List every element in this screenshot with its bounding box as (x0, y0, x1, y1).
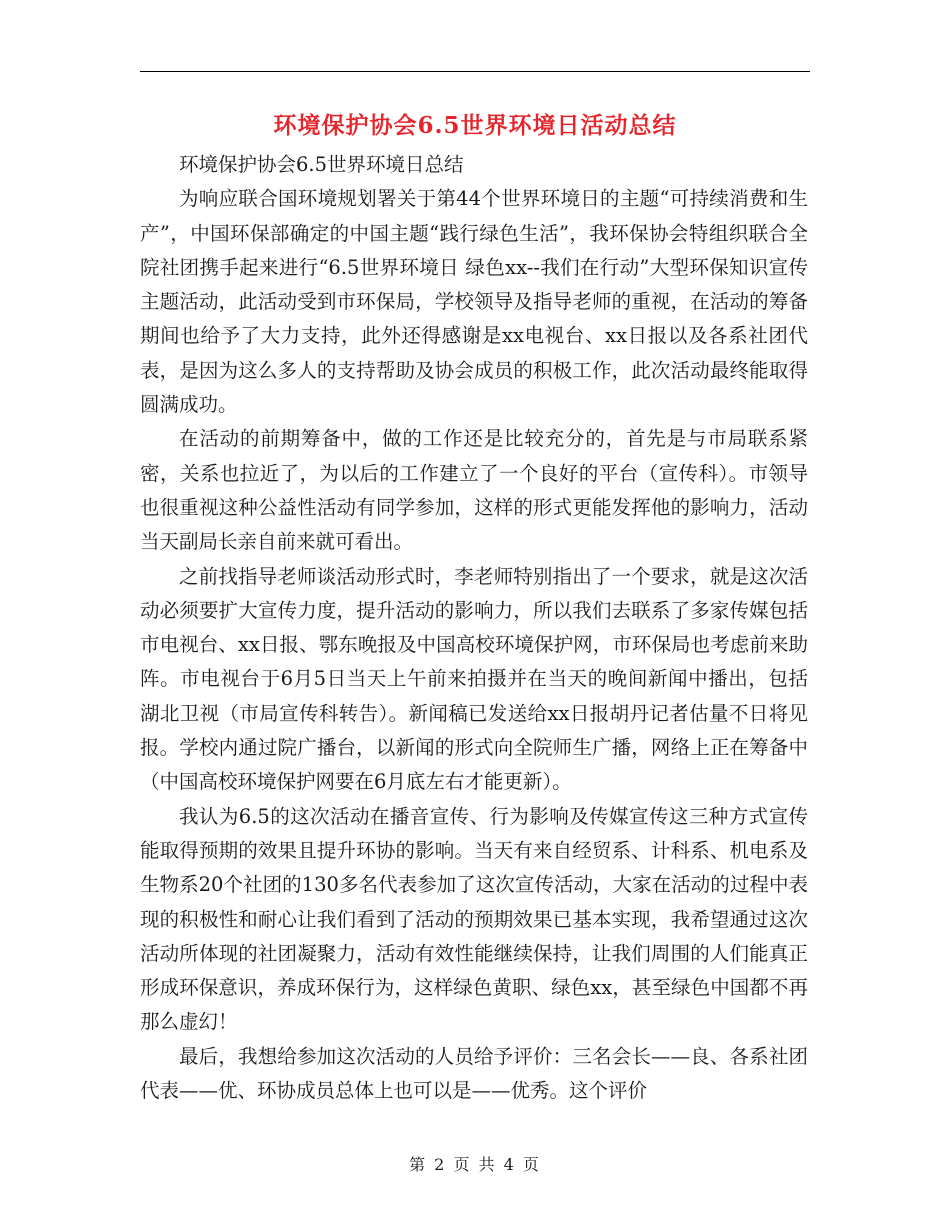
document-title: 环境保护协会6.5世界环境日活动总结 (273, 112, 677, 139)
header-rule (140, 71, 810, 72)
paragraph: 为响应联合国环境规划署关于第44个世界环境日的主题“可持续消费和生产”，中国环保部确定的中国主题“践行绿色生活”，我环保协会特组织联合全院社团携手起来进行“6.5世界环境日 绿色xx--我们在行动”大型环保知识宣传主题活动，此活动受到市环保局，学校领导及指导老师的重视，在活动的筹备期间也给予了大力支持，此外还得感谢是xx电视台、xx日报以及各系社团代表，是因为这么多人的支持帮助及协会成员的积极工作，此次活动最终能取得圆满成功。 (140, 187, 808, 417)
paragraph: 最后，我想给参加这次活动的人员给予评价：三名会长——良、各系社团代表——优、环协成员总体上也可以是——优秀。这个评价 (140, 1044, 808, 1103)
paragraph-subtitle: 环境保护协会6.5世界环境日总结 (179, 153, 464, 176)
paragraph: 我认为6.5的这次活动在播音宣传、行为影响及传媒宣传这三种方式宣传能取得预期的效果且提升环协的影响。当天有来自经贸系、计科系、机电系及生物系20个社团的130多名代表参加了这次宣传活动，大家在活动的过程中表现的积极性和耐心让我们看到了活动的预期效果已基本实现，我希望通过这次活动所体现的社团凝聚力，活动有效性能继续保持，让我们周围的人们能真正形成环保意识，养成环保行为，这样绿色黄职、绿色xx，甚至绿色中国都不再那么虚幻！ (140, 804, 808, 1034)
paragraph: 之前找指导老师谈活动形式时，李老师特别指出了一个要求，就是这次活动必须要扩大宣传力度，提升活动的影响力，所以我们去联系了多家传媒包括市电视台、xx日报、鄂东晚报及中国高校环境保护网，市环保局也考虑前来助阵。市电视台于6月5日当天上午前来拍摄并在当天的晚间新闻中播出，包括湖北卫视（市局宣传科转告）。新闻稿已发送给xx日报胡丹记者估量不日将见报。学校内通过院广播台，以新闻的形式向全院师生广播，网络上正在筹备中（中国高校环境保护网要在6月底左右才能更新）。 (140, 564, 808, 794)
document-body (140, 148, 808, 1108)
paragraph: 在活动的前期筹备中，做的工作还是比较充分的，首先是与市局联系紧密，关系也拉近了，为以后的工作建立了一个良好的平台（宣传科）。市领导也很重视这种公益性活动有同学参加，这样的形式更能发挥他的影响力，活动当天副局长亲自前来就可看出。 (140, 427, 808, 554)
page-number-footer: 第 2 页 共 4 页 (409, 1155, 541, 1174)
